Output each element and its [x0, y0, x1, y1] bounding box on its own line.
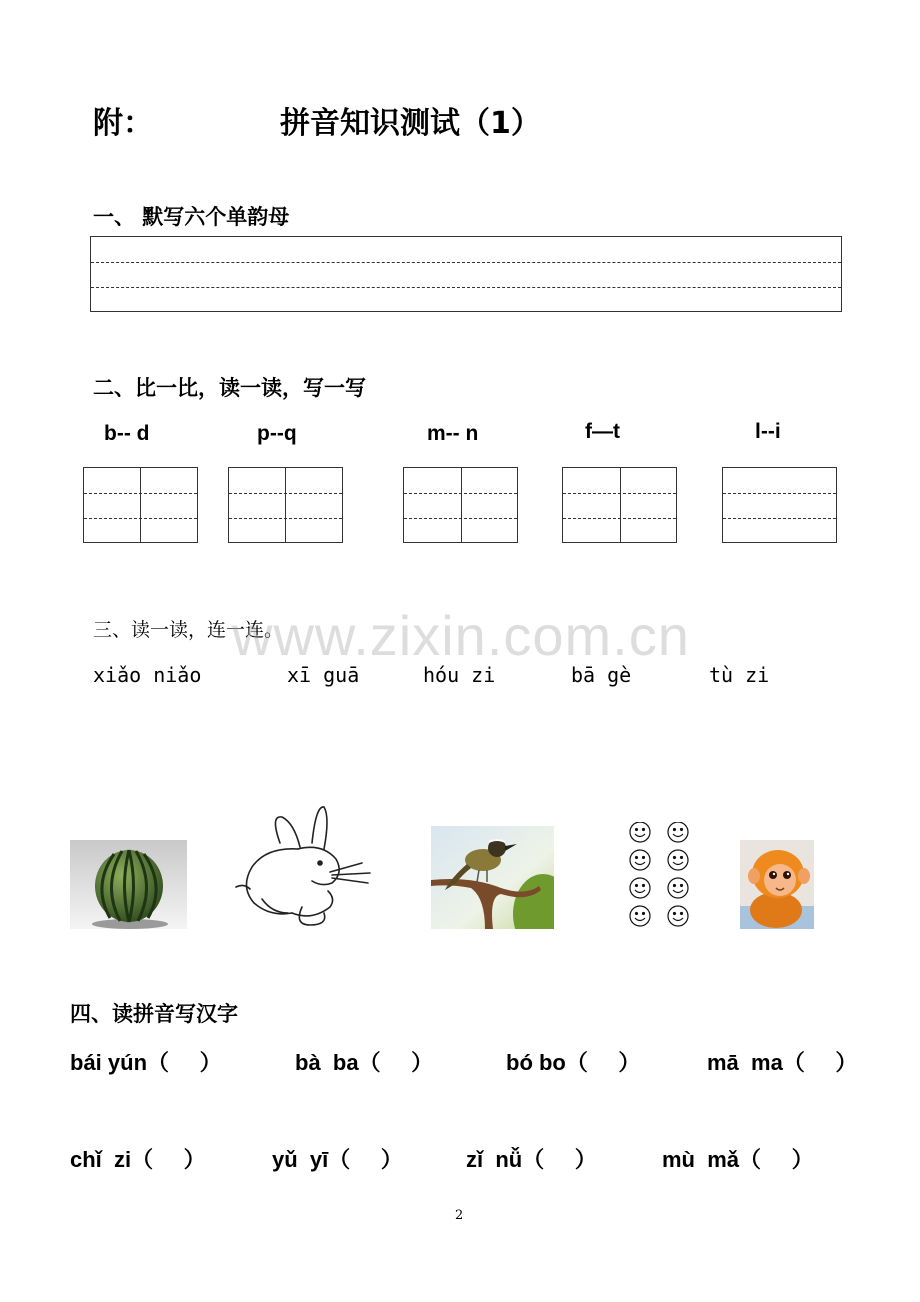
writing-grid	[228, 467, 343, 543]
pinyin-word: xiǎo niǎo	[93, 663, 202, 687]
letter-pair: l--i	[755, 420, 781, 443]
page-number: 2	[455, 1208, 464, 1223]
writing-grid	[83, 467, 198, 543]
pinyin-word: tù zi	[709, 663, 770, 687]
watermelon-image	[70, 840, 187, 929]
pinyin-word: hóu zi	[423, 663, 496, 687]
writing-grid	[403, 467, 518, 543]
pinyin-question: mù mǎ（ ）	[662, 1147, 814, 1172]
pinyin-question: bái yún（ ）	[70, 1050, 222, 1075]
title-prefix: 附：	[93, 106, 153, 141]
writing-grid	[722, 467, 837, 543]
pinyin-question: bó bo（ ）	[506, 1050, 641, 1075]
letter-pair: p--q	[257, 422, 297, 445]
pinyin-question: chǐ zi（ ）	[70, 1147, 206, 1172]
pinyin-question: mā ma（ ）	[707, 1050, 858, 1075]
pinyin-word: bā gè	[571, 663, 632, 687]
pinyin-question: zǐ nǚ（ ）	[466, 1147, 597, 1172]
letter-pair: m-- n	[427, 422, 479, 445]
monkey-image	[740, 840, 814, 929]
section4-heading: 四、读拼音写汉字	[70, 1002, 238, 1026]
page-title: 拼音知识测试（1）	[280, 106, 541, 141]
letter-pair: b-- d	[104, 422, 150, 445]
rabbit-image	[232, 803, 374, 929]
section3-heading: 三、读一读，连一连。	[93, 619, 284, 641]
section1-heading: 一、 默写六个单韵母	[93, 205, 290, 229]
bird-image	[431, 826, 554, 929]
section2-heading: 二、比一比，读一读，写一写	[93, 376, 366, 400]
smiley-faces-image	[626, 822, 694, 928]
vowel-writing-box	[90, 236, 842, 312]
letter-pair: f—t	[585, 420, 620, 443]
writing-grid	[562, 467, 677, 543]
pinyin-question: bà ba（ ）	[295, 1050, 434, 1075]
pinyin-word: xī guā	[287, 663, 360, 687]
pinyin-question: yǔ yī（ ）	[272, 1147, 403, 1172]
watermark: www.zixin.com.cn	[232, 604, 690, 667]
